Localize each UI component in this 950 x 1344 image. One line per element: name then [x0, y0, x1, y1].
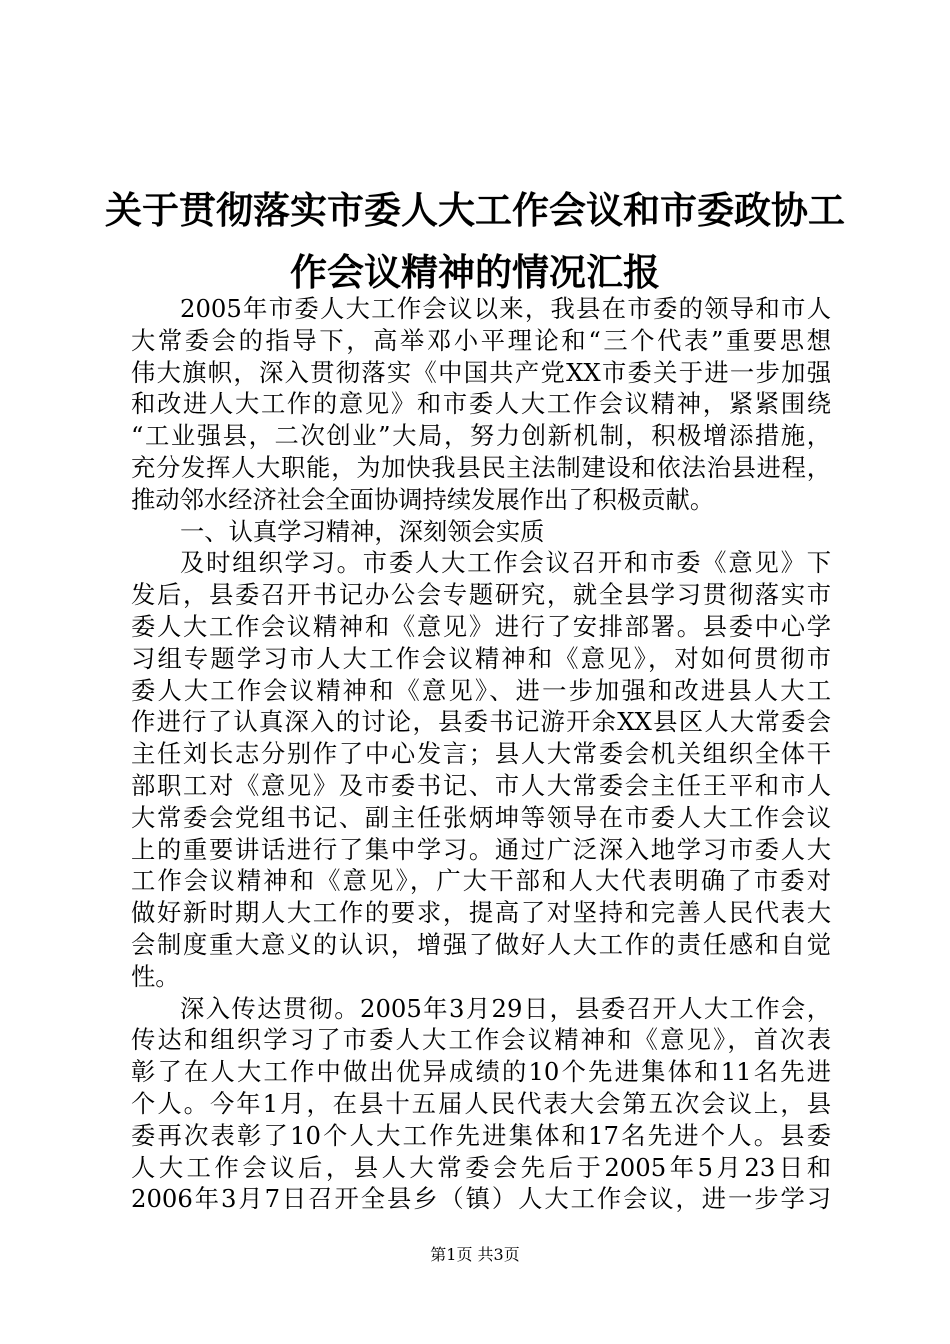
- body-line: 个人。今年1月，在县十五届人民代表大会第五次会议上，县: [131, 1088, 831, 1118]
- body-line: 深入传达贯彻。2005年3月29日，县委召开人大工作会，: [180, 993, 831, 1023]
- body-line: 充分发挥人大职能，为加快我县民主法制建设和依法治县进程，: [131, 452, 831, 482]
- document-title-line-2: 作会议精神的情况汇报: [290, 250, 660, 294]
- body-line: 推动邻水经济社会全面协调持续发展作出了积极贡献。: [131, 484, 715, 514]
- body-line: 委人大工作会议精神和《意见》、进一步加强和改进县人大工: [131, 675, 831, 705]
- page-footer: 第1页 共3页: [430, 1245, 520, 1264]
- body-line: 大常委会党组书记、副主任张炳坤等领导在市委人大工作会议: [131, 802, 831, 832]
- section-heading: 一、认真学习精神，深刻领会实质: [180, 516, 545, 546]
- body-line: 作进行了认真深入的讨论，县委书记游开余XX县区人大常委会: [131, 707, 831, 737]
- body-line: 大常委会的指导下，高举邓小平理论和“三个代表”重要思想: [131, 325, 831, 355]
- body-line: 2006年3月7日召开全县乡（镇）人大工作会议，进一步学习: [131, 1184, 831, 1214]
- body-line: 委人大工作会议精神和《意见》进行了安排部署。县委中心学: [131, 611, 831, 641]
- body-line: 部职工对《意见》及市委书记、市人大常委会主任王平和市人: [131, 770, 831, 800]
- body-line: 工作会议精神和《意见》，广大干部和人大代表明确了市委对: [131, 866, 831, 896]
- body-line: 及时组织学习。市委人大工作会议召开和市委《意见》下: [180, 548, 831, 578]
- body-line: 传达和组织学习了市委人大工作会议精神和《意见》，首次表: [131, 1025, 831, 1055]
- body-line: 委再次表彰了10个人大工作先进集体和17名先进个人。县委: [131, 1120, 831, 1150]
- body-line: 人大工作会议后，县人大常委会先后于2005年5月23日和: [131, 1152, 831, 1182]
- document-body: [131, 293, 831, 1215]
- body-line: “工业强县，二次创业”大局，努力创新机制，积极增添措施，: [131, 421, 831, 451]
- body-line: 2005年市委人大工作会议以来，我县在市委的领导和市人: [180, 294, 831, 323]
- body-line: 和改进人大工作的意见》和市委人大工作会议精神，紧紧围绕: [131, 389, 831, 419]
- body-line: 习组专题学习市人大工作会议精神和《意见》，对如何贯彻市: [131, 643, 831, 673]
- body-line: 会制度重大意义的认识，增强了做好人大工作的责任感和自觉: [131, 929, 831, 959]
- body-line: 主任刘长志分别作了中心发言；县人大常委会机关组织全体干: [131, 739, 831, 769]
- body-line: 性。: [131, 961, 180, 991]
- body-line: 伟大旗帜，深入贯彻落实《中国共产党XX市委关于进一步加强: [131, 357, 831, 387]
- body-line: 上的重要讲话进行了集中学习。通过广泛深入地学习市委人大: [131, 834, 831, 864]
- document-title-line-1: 关于贯彻落实市委人大工作会议和市委政协工: [105, 188, 845, 232]
- body-line: 彰了在人大工作中做出优异成绩的10个先进集体和11名先进: [131, 1057, 831, 1087]
- body-line: 做好新时期人大工作的要求，提高了对坚持和完善人民代表大: [131, 898, 831, 928]
- body-line: 发后，县委召开书记办公会专题研究，就全县学习贯彻落实市: [131, 580, 831, 610]
